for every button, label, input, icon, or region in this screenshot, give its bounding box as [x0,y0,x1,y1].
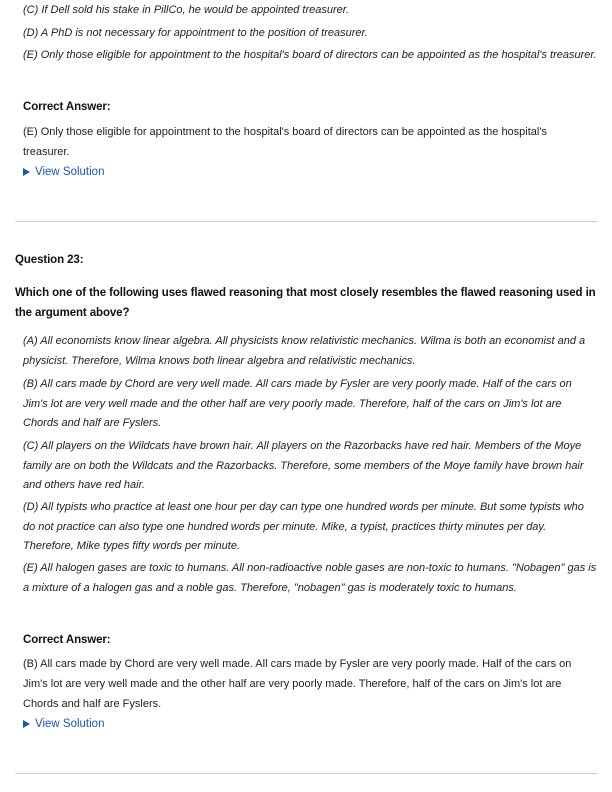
view-solution-label: View Solution [35,166,105,178]
view-solution-label: View Solution [35,718,105,730]
option-e: (E) All halogen gases are toxic to humans. All non-radioactive noble gases are non-toxic to humans. "Nobagen" gas is a mixture of a halogen gas and a noble gas. Therefore, "nobagen" gas is moderately toxic to humans. [23,562,597,594]
option-b: (B) All cars made by Chord are very well made. All cars made by Fysler are very poorly made. Half of the cars on Jim's lot are very well made and the other half are very poorly made. Therefore, half of the cars on Jim's lot are Chords and half are Fyslers. [23,378,572,429]
view-solution-link[interactable] [23,166,104,178]
play-triangle-icon [23,168,30,176]
option-a: (A) All economists know linear algebra. All physicists know relativistic mechanics. Wilma is both an economist and a physicist. Therefore, Wilma knows both linear algebra and relativistic mechanics. [23,335,586,367]
question-number: Question 23: [15,254,84,266]
divider [15,773,597,774]
option-d: (D) A PhD is not necessary for appointment to the position of treasurer. [23,27,368,39]
correct-answer-label: Correct Answer: [23,101,111,113]
view-solution-link[interactable] [23,718,104,730]
divider [15,221,597,222]
correct-answer-text: (E) Only those eligible for appointment to the hospital's board of directors can be appointed as the hospital's treasurer. [23,126,547,158]
play-triangle-icon [23,720,30,728]
option-e: (E) Only those eligible for appointment to the hospital's board of directors can be appointed as the hospital's treasurer. [23,49,597,61]
correct-answer-text: (B) All cars made by Chord are very well made. All cars made by Fysler are very poorly made. Half of the cars on Jim's lot are very well made and the other half are very poorly made. Therefore, half of the cars on Jim's lot are Chords and half are Fyslers. [23,658,572,710]
option-c: (C) If Dell sold his stake in PillCo, he would be appointed treasurer. [23,4,350,16]
option-d: (D) All typists who practice at least one hour per day can type one hundred words per minute. But some typists who do not practice can also type one hundred words per minute. Mike, a typist, practices thirty minutes per day. Therefore, Mike types fifty words per minute. [23,501,584,552]
question-stem: Which one of the following uses flawed reasoning that most closely resembles the flawed reasoning used in the argument above? [15,287,596,319]
correct-answer-label: Correct Answer: [23,634,111,646]
option-c: (C) All players on the Wildcats have brown hair. All players on the Razorbacks have red hair. Members of the Moye family are on both the Wildcats and the Razorbacks. Therefore, some members of the Moye family have brown hair and others have red hair. [23,440,584,491]
